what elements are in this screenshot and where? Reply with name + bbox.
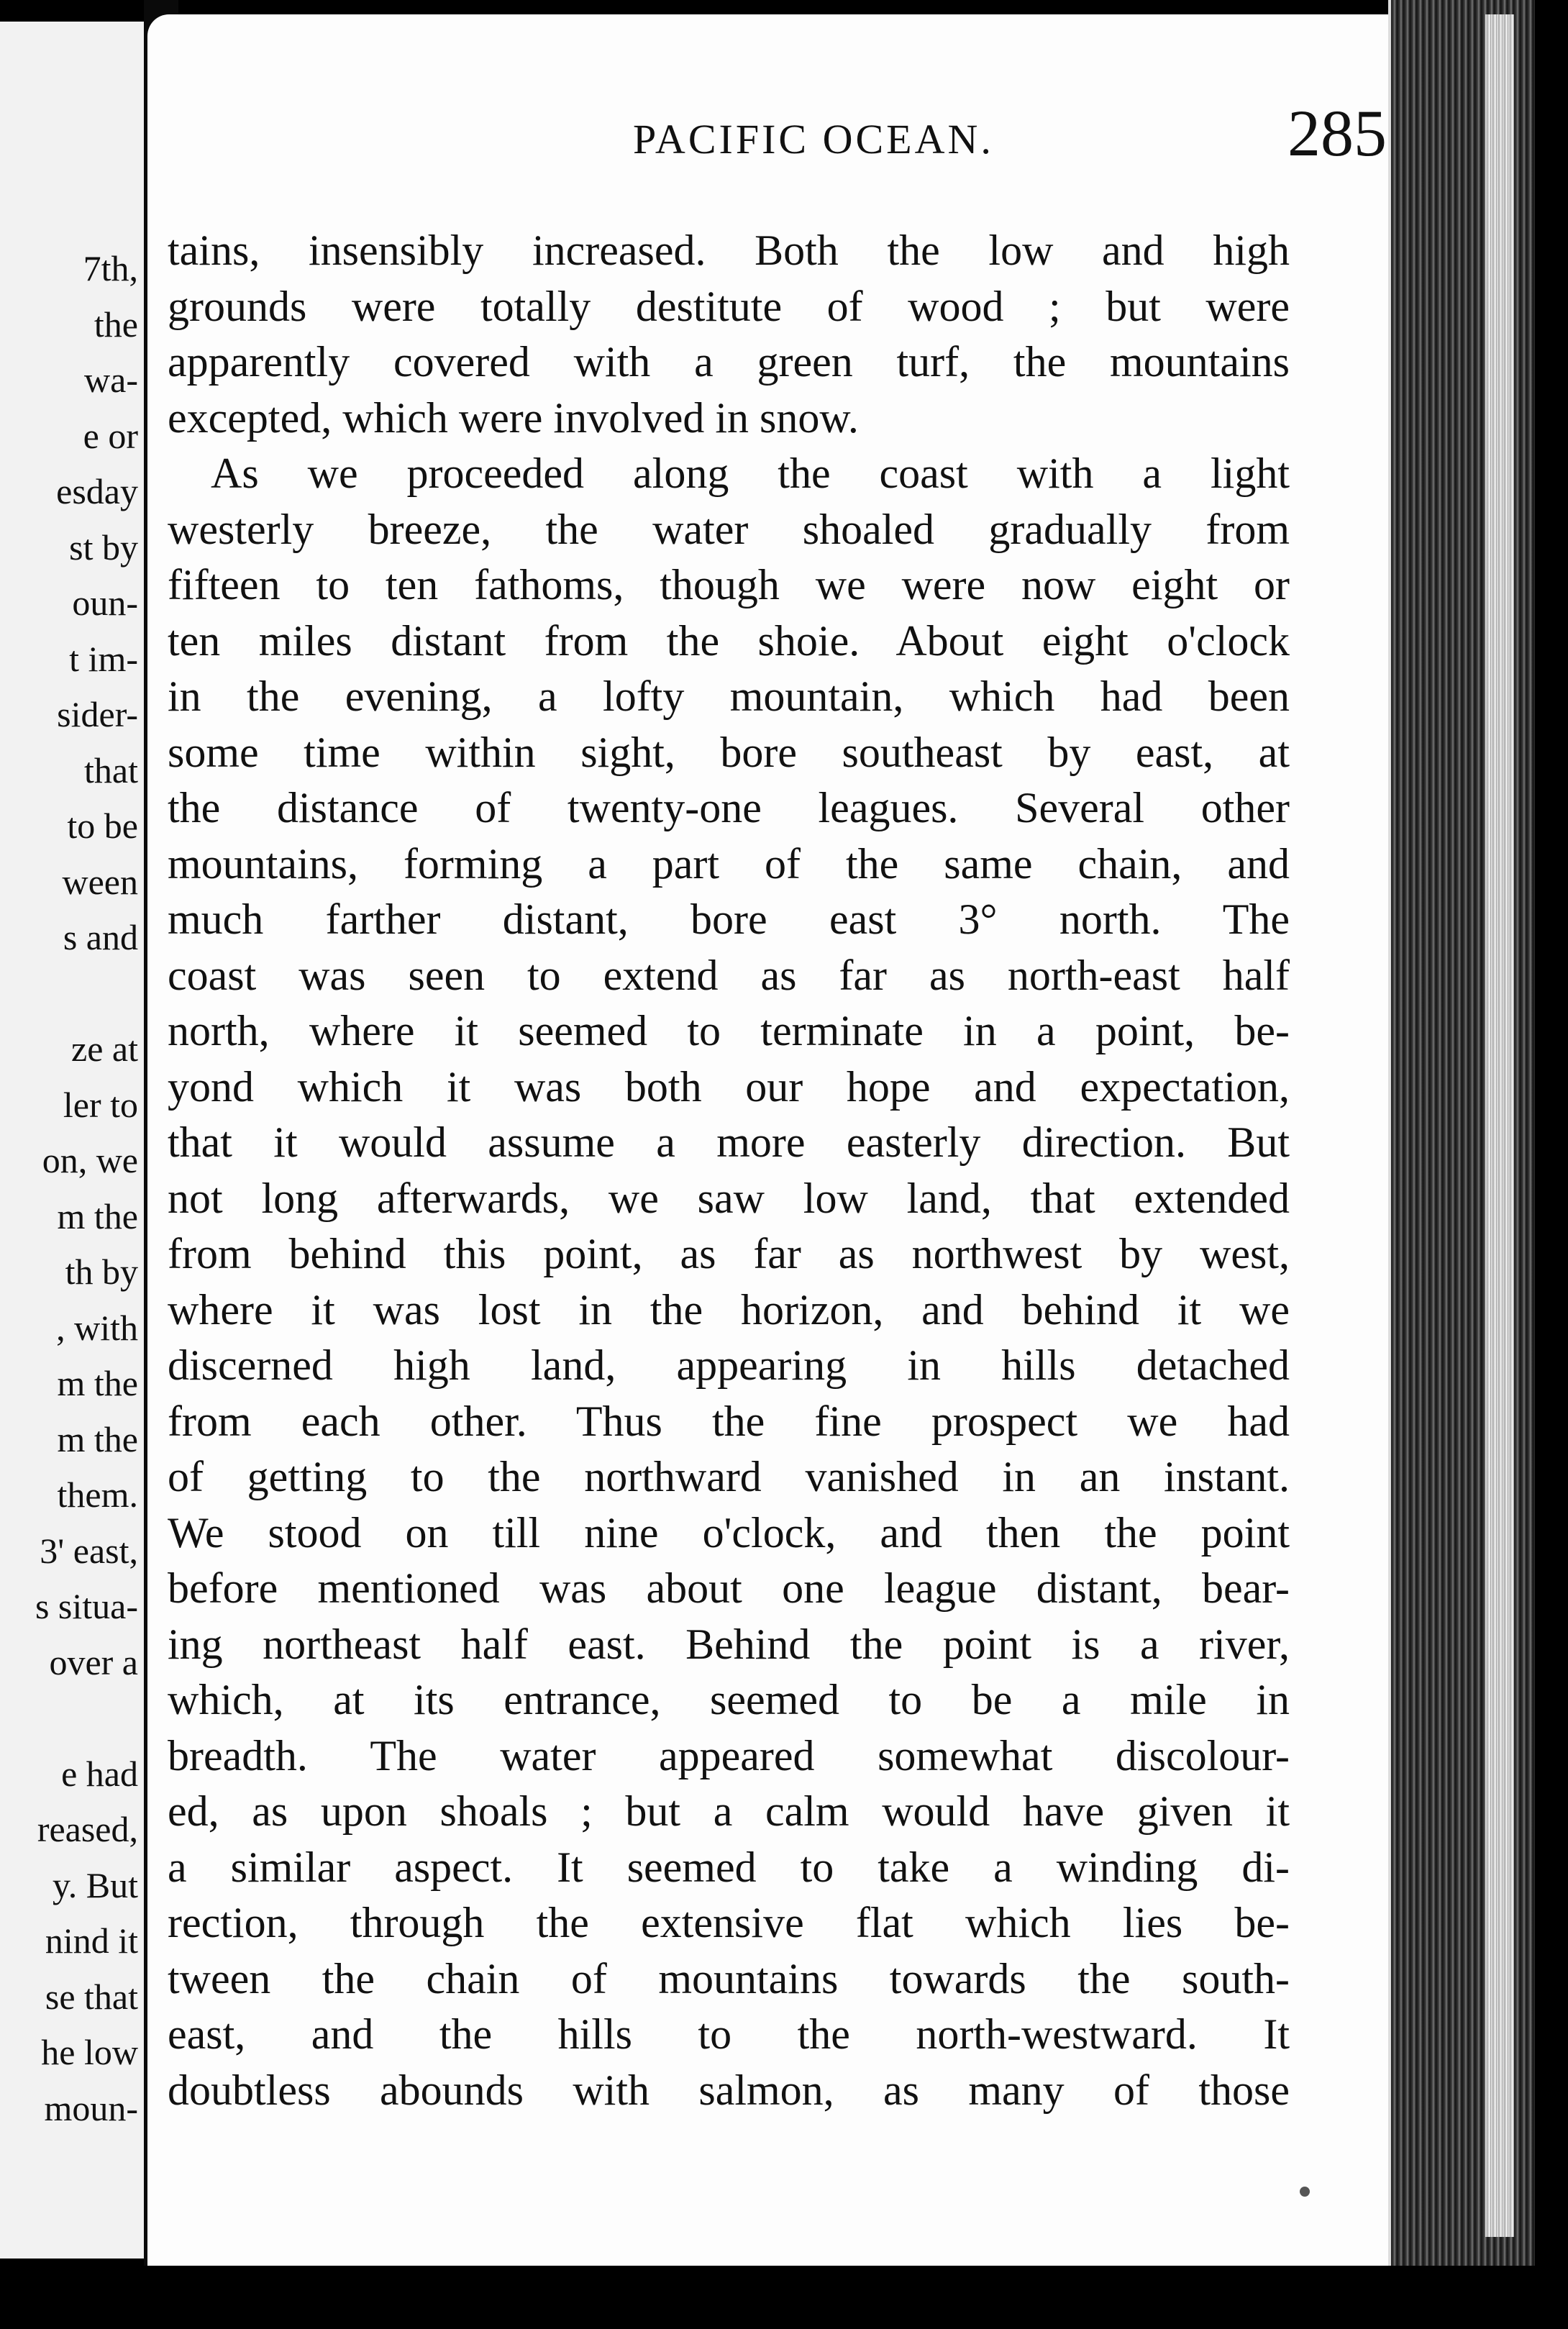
text-line: of getting to the northward vanished in an instant. [168,1453,1290,1500]
left-line: e had [61,1753,138,1794]
text-line: east, and the hills to the north-westward. It [168,2010,1290,2058]
left-line: esday [56,471,138,511]
text-line: some time within sight, bore southeast by east, at [168,728,1290,776]
left-line: the [94,304,138,345]
text-line: breadth. The water appeared somewhat discolour- [168,1731,1290,1779]
left-line: s and [63,917,138,957]
left-line: sider- [57,694,138,734]
left-line: s situa- [35,1586,138,1626]
text-line: rection, through the extensive flat which lies be- [168,1899,1290,1946]
text-line: ten miles distant from the shoie. About eight o'clock [168,616,1290,665]
left-line: wa- [84,360,138,400]
left-line: 3' east, [40,1530,138,1571]
text-line: a similar aspect. It seemed to take a winding di- [168,1843,1290,1891]
left-line: them. [57,1475,138,1515]
text-line: ing northeast half east. Behind the point is a river, [168,1620,1290,1668]
left-line: 7th, [83,248,138,288]
left-line: se that [45,1976,138,2017]
text-line: coast was seen to extend as far as north-east half [168,951,1290,999]
left-line: m the [57,1195,138,1236]
left-line: e or [83,415,138,456]
previous-page-text [1,241,138,2136]
left-line: that [84,749,138,790]
left-line: ween [62,861,138,902]
text-line: fifteen to ten fathoms, though we were now eight or [168,561,1290,609]
page-number: 285 [1287,96,1387,170]
left-line: oun- [72,583,138,623]
left-line: on, we [42,1140,138,1180]
text-line: westerly breeze, the water shoaled gradually from [168,505,1290,553]
text-line: where it was lost in the horizon, and behind it we [168,1285,1290,1334]
left-line: to be [67,806,138,846]
page-body-text [168,223,1290,2118]
text-line: tween the chain of mountains towards the south- [168,1954,1290,2002]
left-line: nind it [45,1920,138,1961]
text-line: north, where it seemed to terminate in a point, be- [168,1007,1290,1054]
left-line: t im- [69,638,138,679]
left-line: reased, [37,1809,138,1849]
paragraph-end-line: excepted, which were involved in snow. [168,393,859,442]
left-line: th by [65,1252,138,1292]
left-line: , with [56,1307,138,1348]
text-line: which, at its entrance, seemed to be a mile in [168,1676,1290,1723]
text-line: We stood on till nine o'clock, and then the point [168,1508,1290,1557]
text-line: much farther distant, bore east 3° north. The [168,895,1290,943]
paragraph-start-line: As we proceeded along the coast with a light [211,450,1290,497]
text-line: apparently covered with a green turf, the mountains [168,338,1290,386]
left-line: st by [69,527,138,568]
left-line [1,966,138,1022]
text-line: mountains, forming a part of the same chain, and [168,839,1290,888]
left-line: m the [57,1418,138,1459]
text-line: from behind this point, as far as northwest by west, [168,1230,1290,1277]
left-line: ze at [71,1029,138,1069]
text-line: that it would assume a more easterly direction. But [168,1118,1290,1166]
left-line: m the [57,1363,138,1403]
previous-page-fragment [0,22,148,2259]
text-line: from each other. Thus the fine prospect we had [168,1397,1290,1445]
text-line: in the evening, a lofty mountain, which had been [168,673,1290,720]
text-line: discerned high land, appearing in hills detached [168,1341,1290,1389]
left-line: ler to [63,1084,138,1125]
text-line: yond which it was both our hope and expectation, [168,1062,1290,1111]
running-header: PACIFIC OCEAN. [633,116,994,163]
text-line: doubtless abounds with salmon, as many of those [168,2066,1290,2114]
ink-speck [1300,2187,1310,2197]
text-line: tains, insensibly increased. Both the low and high [168,227,1290,274]
left-line [1,1690,138,1746]
text-line: before mentioned was about one league distant, bear- [168,1564,1290,1612]
page-edges-highlight [1485,14,1514,2237]
left-line: y. But [53,1864,138,1905]
scan-bottom-margin [0,2266,1568,2329]
text-line: not long afterwards, we saw low land, that extended [168,1174,1290,1222]
left-line: he low [41,2032,138,2072]
text-line: ed, as upon shoals ; but a calm would have given it [168,1787,1290,1835]
text-line: grounds were totally destitute of wood ; but were [168,282,1290,330]
book-page [147,14,1442,2269]
left-line: moun- [44,2087,138,2128]
text-line: the distance of twenty-one leagues. Several other [168,784,1290,831]
left-line: over a [49,1641,138,1682]
